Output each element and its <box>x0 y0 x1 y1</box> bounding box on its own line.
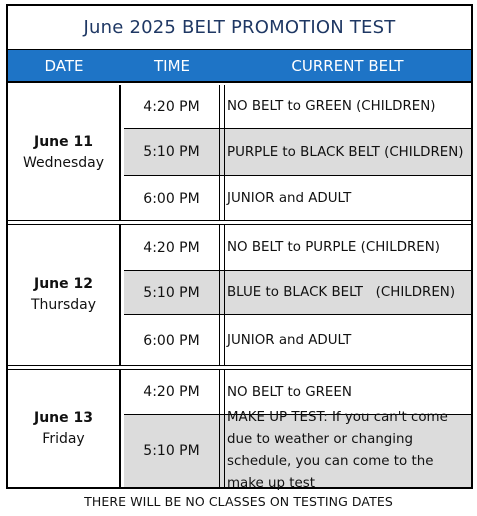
belt-cell: JUNIOR and ADULT <box>224 176 471 221</box>
belt-cell: NO BELT to GREEN <box>224 370 471 414</box>
weekday-label: Thursday <box>30 297 97 313</box>
date-label: June 11 <box>34 133 93 150</box>
weekday-label: Friday <box>42 430 85 447</box>
time-cell: 5:10 PM <box>124 415 220 487</box>
schedule-table <box>6 4 473 489</box>
table-row <box>124 271 471 315</box>
header-current-belt: CURRENT BELT <box>291 56 404 75</box>
time-cell: 5:10 PM <box>124 271 220 314</box>
weekday-label: Wednesday <box>22 154 105 171</box>
date-label: June 13 <box>34 409 93 426</box>
date-cell <box>8 370 120 487</box>
header-date: DATE <box>44 56 84 75</box>
belt-cell: NO BELT to GREEN (CHILDREN) <box>224 85 471 128</box>
date-cell <box>8 85 120 220</box>
table-row <box>124 225 471 271</box>
column-divider <box>120 370 121 487</box>
date-group-june-13 <box>8 370 471 491</box>
header-time: TIME <box>153 56 190 75</box>
date-group-june-11 <box>8 85 471 221</box>
table-row <box>124 410 471 491</box>
time-cell: 4:20 PM <box>124 225 220 270</box>
footer-note: THERE WILL BE NO CLASSES ON TESTING DATES <box>84 494 393 509</box>
belt-cell: NO BELT to PURPLE (CHILDREN) <box>224 225 471 270</box>
table-row <box>124 315 471 366</box>
time-cell: 5:10 PM <box>124 129 220 175</box>
date-group-june-12 <box>8 225 471 366</box>
table-row <box>124 129 471 176</box>
table-header <box>8 50 471 83</box>
date-cell <box>8 225 120 365</box>
time-cell: 4:20 PM <box>124 85 220 128</box>
time-cell: 6:00 PM <box>124 315 220 366</box>
belt-cell: JUNIOR and ADULT <box>224 315 471 366</box>
belt-cell: MAKE UP TEST: If you can't come due to weather or changing schedule, you can come to the make up test <box>224 415 471 487</box>
date-label: June 12 <box>34 276 93 292</box>
time-cell: 6:00 PM <box>124 176 220 221</box>
time-cell: 4:20 PM <box>124 370 220 414</box>
page-title: June 2025 BELT PROMOTION TEST <box>8 6 471 50</box>
belt-cell: PURPLE to BLACK BELT (CHILDREN) <box>224 129 471 175</box>
belt-cell: BLUE to BLACK BELT (CHILDREN) <box>224 271 471 314</box>
table-row <box>124 85 471 129</box>
column-divider <box>120 85 121 220</box>
column-divider <box>120 225 121 365</box>
table-row <box>124 176 471 221</box>
